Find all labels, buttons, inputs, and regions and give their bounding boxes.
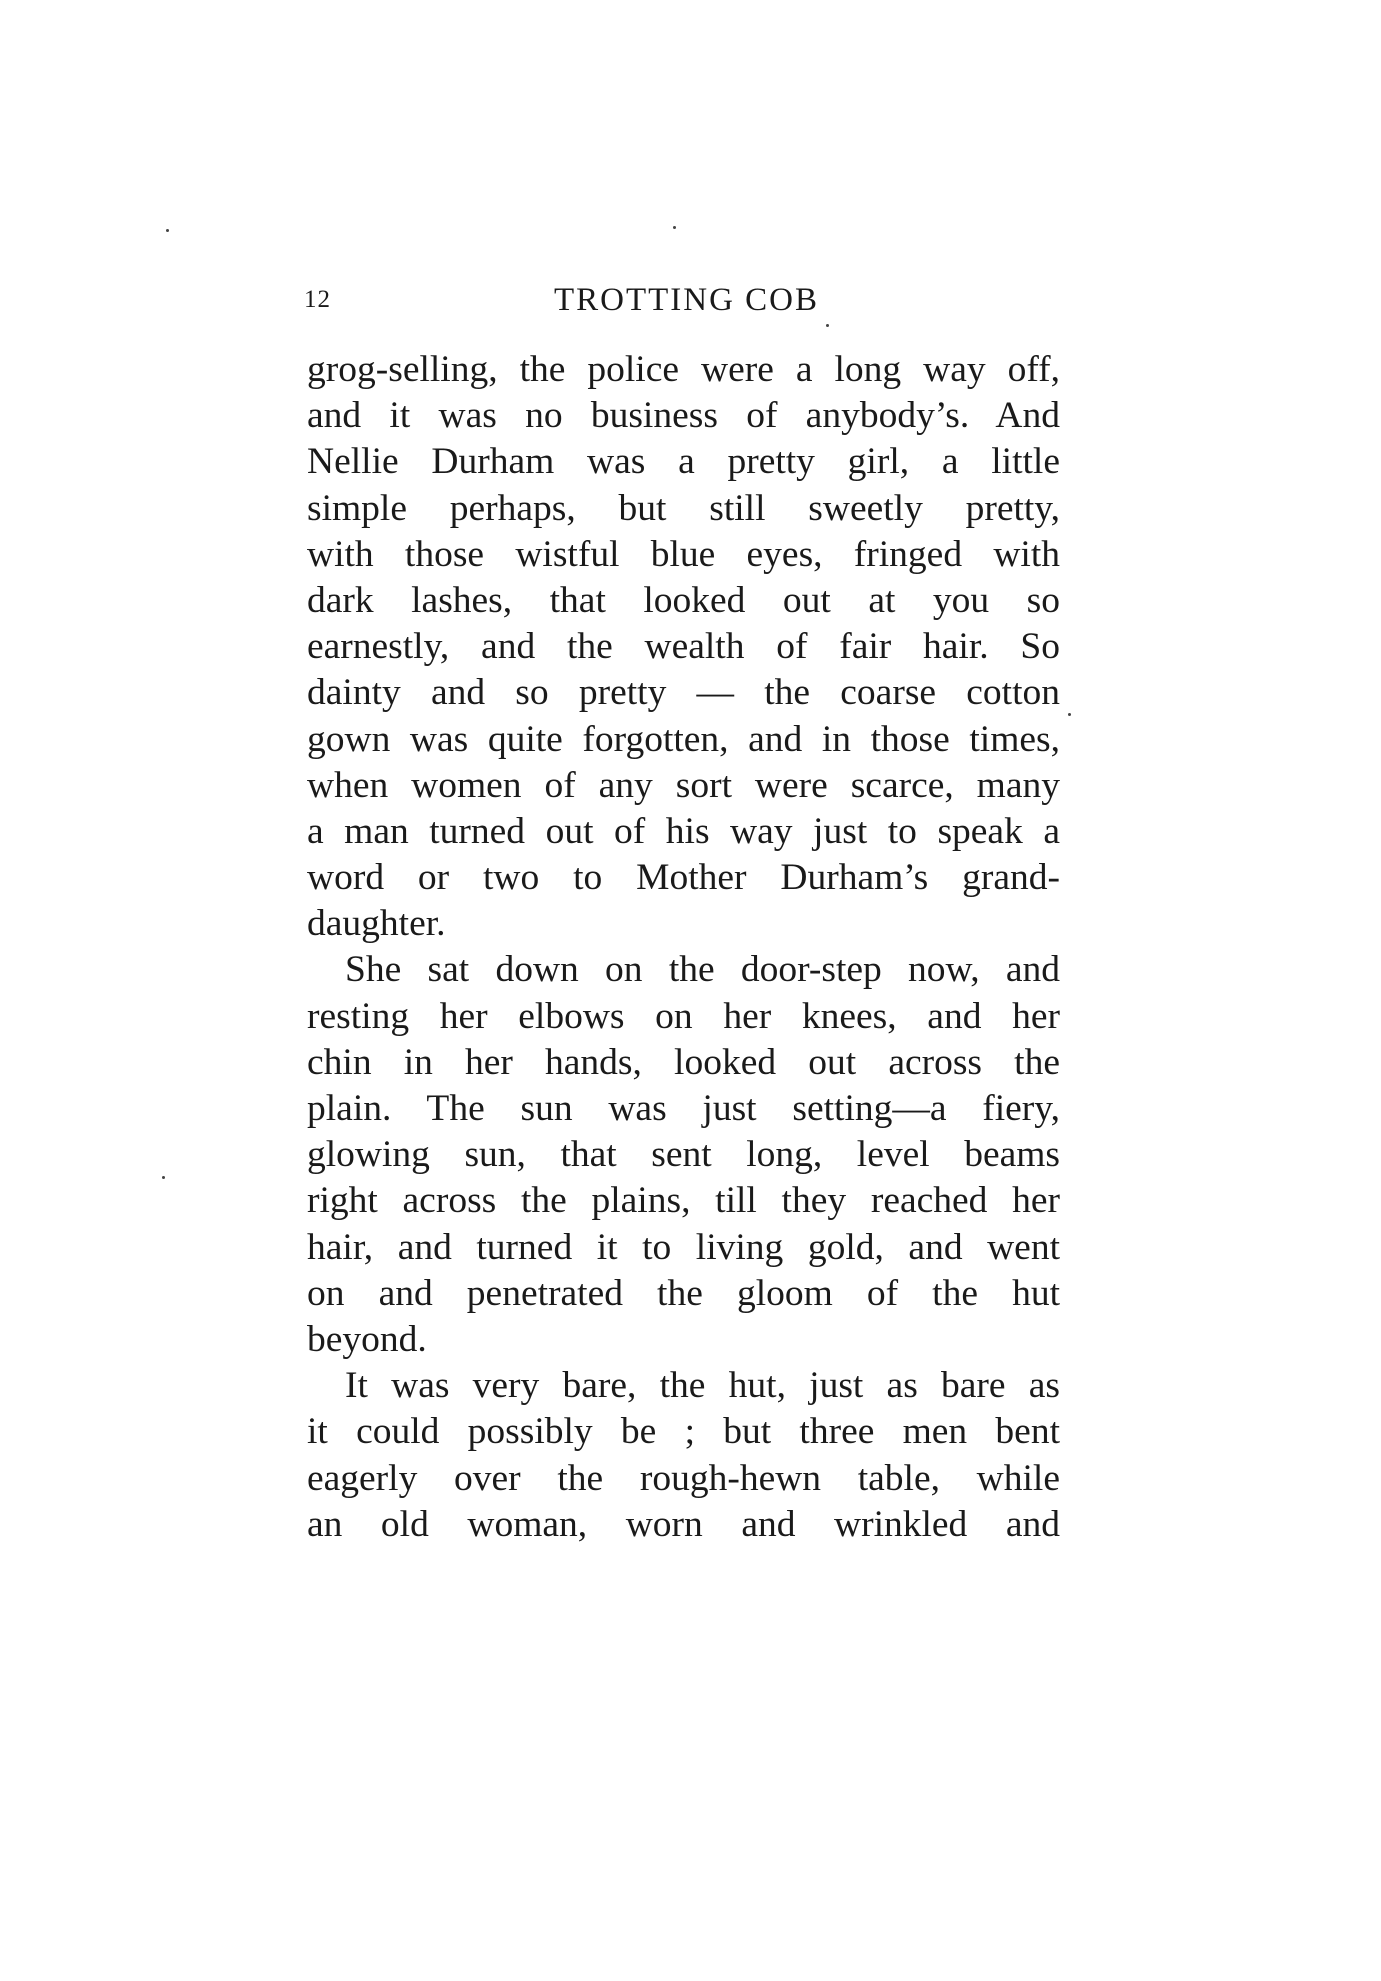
print-speck — [673, 226, 676, 229]
text-line: Nellie Durham was a pretty girl, a little — [307, 441, 1060, 483]
text-line: when women of any sort were scarce, many — [307, 764, 1060, 806]
print-speck — [826, 324, 829, 327]
text-line: a man turned out of his way just to speak a — [307, 810, 1060, 852]
text-line: and it was no business of anybody’s. And — [307, 395, 1060, 437]
text-line: It was very bare, the hut, just as bare as — [345, 1365, 1060, 1407]
text-line: hair, and turned it to living gold, and went — [307, 1226, 1060, 1268]
text-line: it could possibly be ; but three men bent — [307, 1411, 1060, 1453]
print-speck — [166, 229, 169, 232]
text-line: grog-selling, the police were a long way off, — [307, 349, 1060, 390]
text-line: beyond. — [307, 1318, 427, 1360]
text-line: with those wistful blue eyes, fringed with — [307, 533, 1060, 575]
text-line: simple perhaps, but still sweetly pretty, — [307, 487, 1060, 529]
text-line: right across the plains, till they reached her — [307, 1180, 1060, 1222]
text-line: chin in her hands, looked out across the — [307, 1041, 1060, 1083]
text-line: She sat down on the door-step now, and — [345, 949, 1060, 991]
page-header — [304, 282, 1069, 322]
text-line: glowing sun, that sent long, level beams — [307, 1134, 1060, 1176]
text-line: on and penetrated the gloom of the hut — [307, 1272, 1060, 1314]
text-line: resting her elbows on her knees, and her — [307, 995, 1060, 1037]
text-line: dainty and so pretty — the coarse cotton — [307, 672, 1060, 714]
text-line: gown was quite forgotten, and in those times, — [307, 718, 1060, 760]
text-line: daughter. — [307, 903, 446, 945]
text-line: earnestly, and the wealth of fair hair. So — [307, 626, 1060, 668]
text-line: dark lashes, that looked out at you so — [307, 579, 1060, 621]
text-line: word or two to Mother Durham’s grand- — [307, 857, 1060, 899]
text-line: an old woman, worn and wrinkled and — [307, 1503, 1060, 1545]
text-line: plain. The sun was just setting—a fiery, — [307, 1088, 1060, 1129]
print-speck — [1068, 713, 1071, 716]
running-head: TROTTING COB — [553, 282, 820, 318]
text-line: eagerly over the rough-hewn table, while — [307, 1457, 1060, 1499]
print-speck — [162, 1176, 165, 1179]
body-text — [307, 347, 1060, 1548]
page-number: 12 — [304, 286, 331, 313]
